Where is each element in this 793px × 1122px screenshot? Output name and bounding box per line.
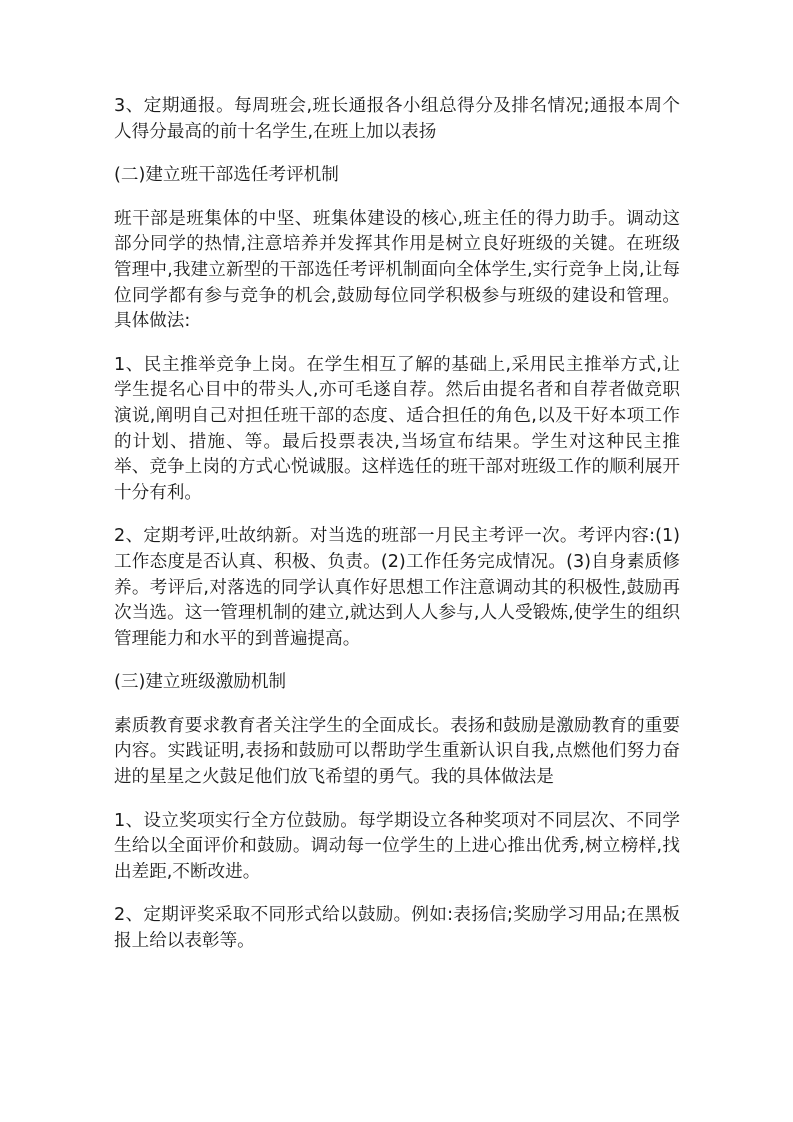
- section-heading-2: (二)建立班干部选任考评机制: [114, 165, 339, 186]
- paragraph-incentive-intro: 素质教育要求教育者关注学生的全面成长。表扬和鼓励是激励教育的重要内容。实践证明,表扬和鼓励可以帮助学生重新认识自我,点燃他们努力奋进的星星之火鼓足他们放飞希望的勇气。我的具体做法是: [114, 715, 680, 788]
- document-body: [114, 94, 680, 973]
- paragraph-item-1-awards: 1、设立奖项实行全方位鼓励。每学期设立各种奖项对不同层次、不同学生给以全面评价和鼓励。调动每一位学生的上进心推出优秀,树立榜样,找出差距,不断改进。: [114, 810, 680, 882]
- section-heading-3: (三)建立班级激励机制: [114, 672, 287, 693]
- paragraph-item-2-evaluation: 2、定期考评,吐故纳新。对当选的班部一月民主考评一次。考评内容:(1)工作态度是否认真、积极、负责。(2)工作任务完成情况。(3)自身素质修养。考评后,对落选的同学认真作好思想工作注意调动其的积极性,鼓励再次当选。这一管理机制的建立,就达到人人参与,人人受锻炼,使学生的组织管理能力和水平的到普遍提高。: [114, 526, 680, 649]
- paragraph-item-2-regular-awards: 2、定期评奖采取不同形式给以鼓励。例如:表扬信;奖励学习用品;在黑板报上给以表彰等。: [114, 905, 680, 952]
- paragraph-class-cadre: 班干部是班集体的中坚、班集体建设的核心,班主任的得力助手。调动这部分同学的热情,注意培养并发挥其作用是树立良好班级的关键。在班级管理中,我建立新型的干部选任考评机制面向全体学生,实行竞争上岗,让每位同学都有参与竞争的机会,鼓励每位同学积极参与班级的建设和管理。具体做法:: [114, 208, 680, 332]
- paragraph-item-3: 3、定期通报。每周班会,班长通报各小组总得分及排名情况;通报本周个人得分最高的前十名学生,在班上加以表扬: [114, 96, 680, 142]
- paragraph-item-1-election: 1、民主推举竞争上岗。在学生相互了解的基础上,采用民主推举方式,让学生提名心目中的带头人,亦可毛遂自荐。然后由提名者和自荐者做竞职演说,阐明自己对担任班干部的态度、适合担任的角色,以及干好本项工作的计划、措施、等。最后投票表决,当场宣布结果。学生对这种民主推举、竞争上岗的方式心悦诚服。这样选任的班干部对班级工作的顺利展开十分有利。: [114, 354, 680, 503]
